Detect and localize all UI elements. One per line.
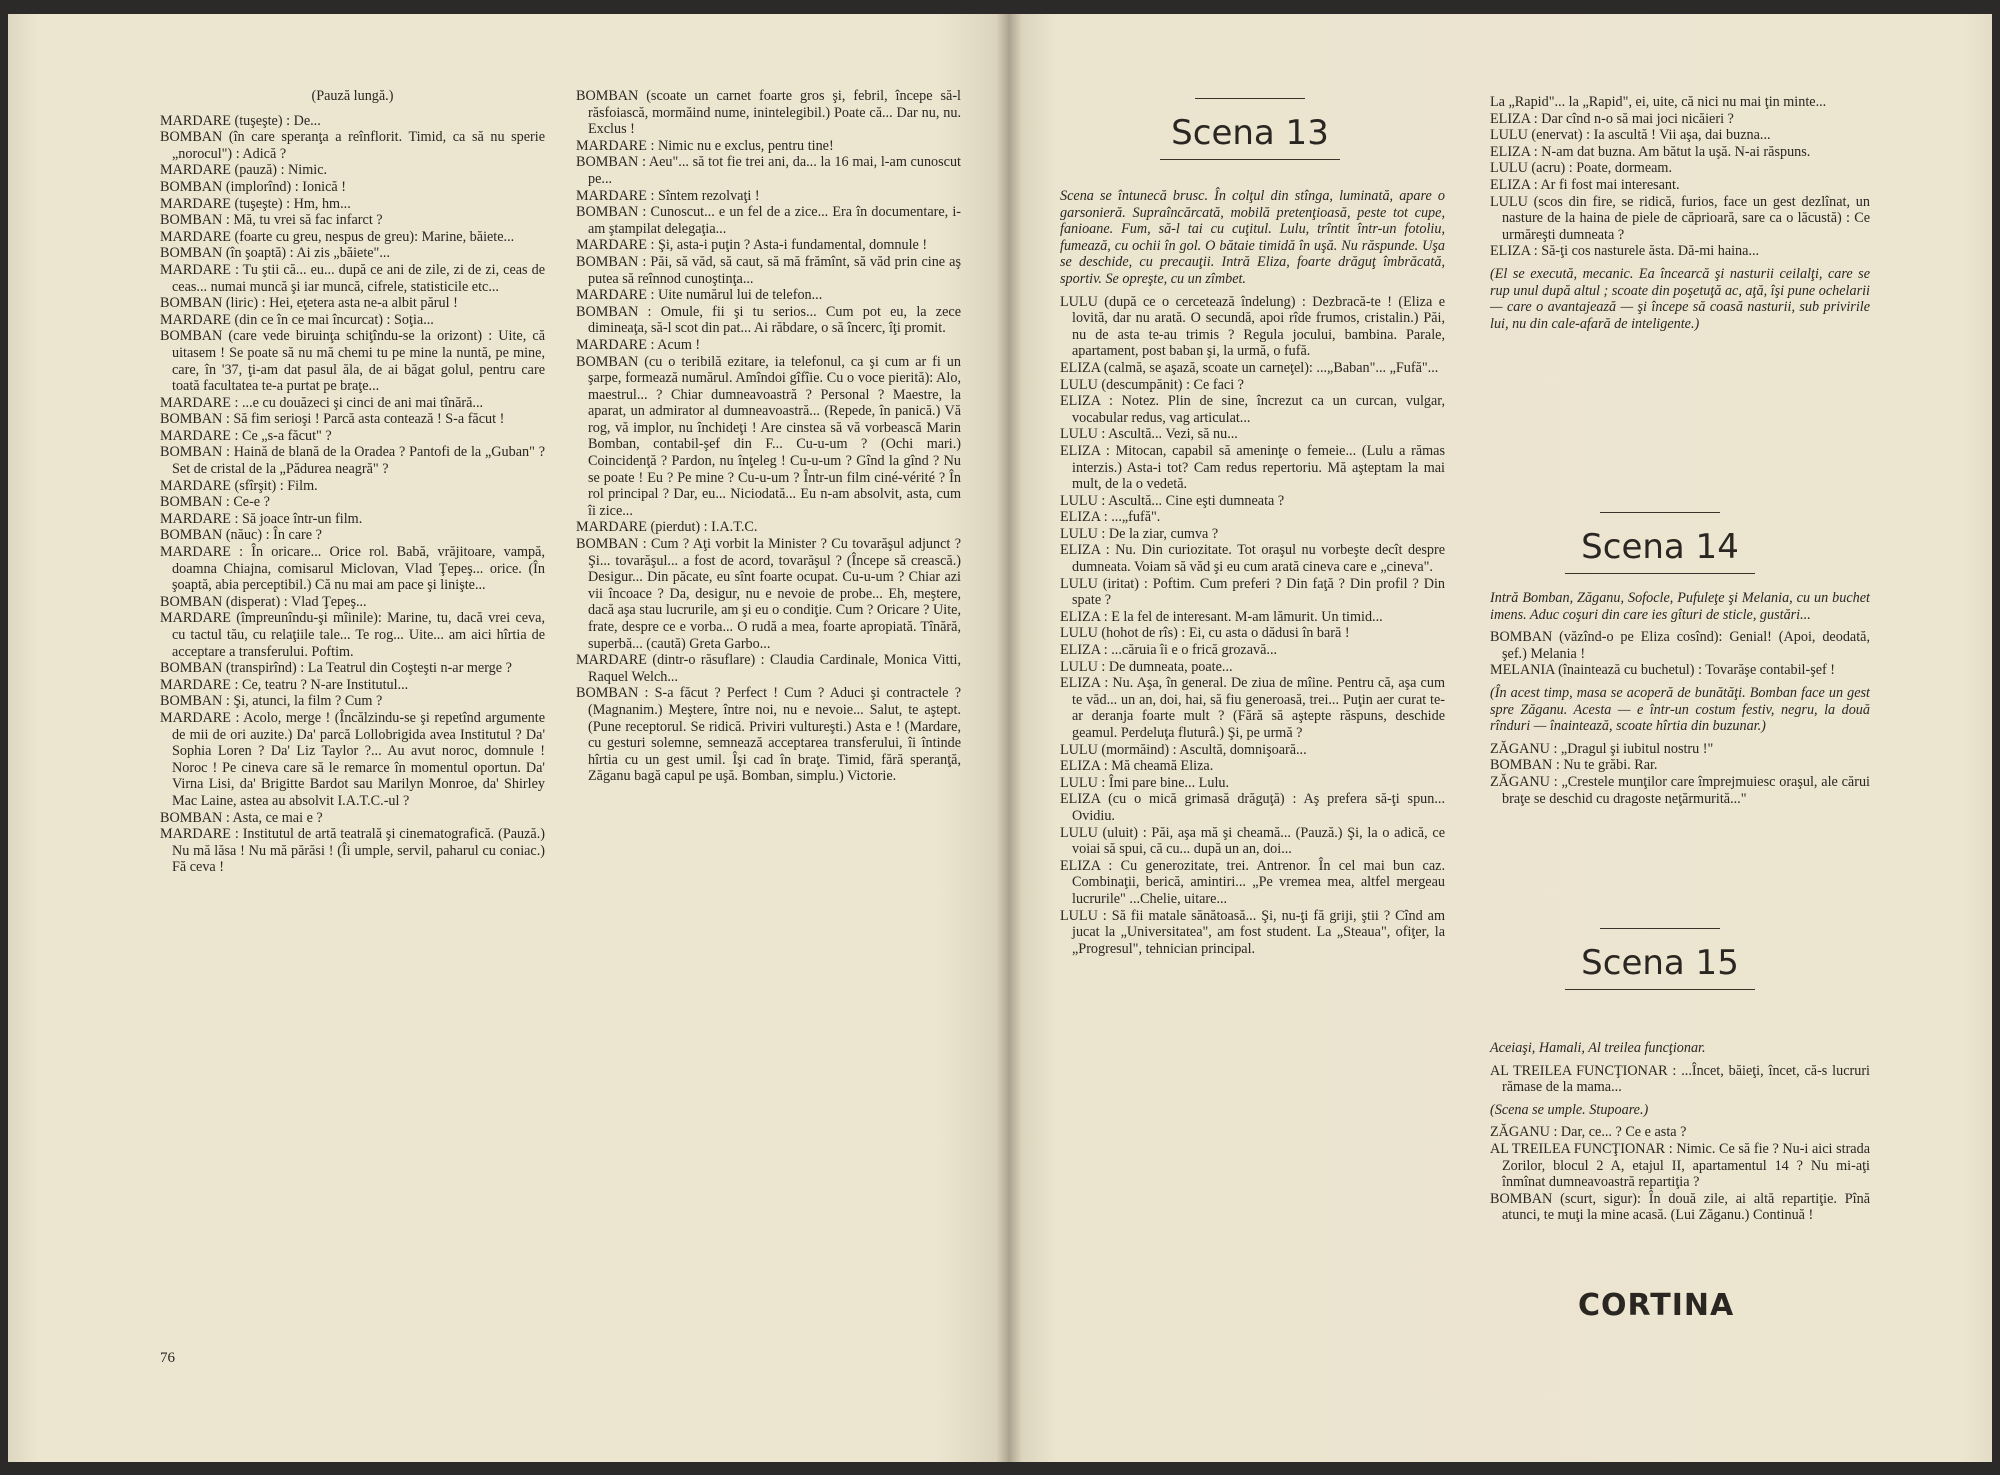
dialogue-line: BOMBAN : Cum ? Aţi vorbit la Minister ? Cu tovarăşul adjunct ? Şi... tovarăşul... a fost de acord, tovarăşul ? (Începe să crească.) Desigur... Din păcate, eu sînt foarte ocupat. Cu-u-um ? Chiar azi vii încoace ? Da, desigur, nu e nevoie de probe... Eh, meştere, dacă aşa stau lucrurile, am şi eu o condiţie. Cum ? Oricare ? Uite, frate, despre ce e vorba... O rudă a mea, foarte apropiată. Tînără, superbă... (caută) Greta Garbo... — [576, 536, 961, 652]
dialogue-line: BOMBAN (disperat) : Vlad Ţepeş... — [160, 593, 367, 610]
scene-14-direction: Intră Bomban, Zăganu, Sofocle, Pufuleţe şi Melania, cu un buchet imens. Aduc coşuri din care ies gîturi de sticle, gustări... — [1490, 590, 1870, 623]
dialogue-line: BOMBAN : Asta, ce mai e ? — [160, 809, 323, 826]
dialogue-line: LULU : Să fii matale sănătoasă... Şi, nu-ţi fă griji, ştii ? Cînd am jucat la „Universitatea", am fost student. La „Steaua", ofiţer, la „Progresul", tehnician principal. — [1060, 907, 1445, 957]
dialogue-line: ELIZA : Mitocan, capabil să ameninţe o femeie... (Lulu a rămas interzis.) Asta-i tot? Cam redus repertoriu. Mă aşteptam la mai mult, de la o vedetă. — [1060, 442, 1445, 493]
dialogue-line: LULU : Îmi pare bine... Lulu. — [1060, 774, 1230, 791]
dialogue-line: LULU (hohot de rîs) : Ei, cu asta o dădusi în bară ! — [1060, 625, 1350, 642]
dialogue-line: BOMBAN : Nu te grăbi. Rar. — [1490, 757, 1658, 774]
dialogue-line: LULU (uluit) : Păi, aşa mă şi cheamă... (Pauză.) Şi, la o adică, ce voiai să spui, că cu... după un an, doi... — [1060, 824, 1445, 858]
dialogue-line: ELIZA : Dar cînd n-o să mai joci nicăieri ? — [1490, 110, 1734, 127]
dialogue-line: MARDARE (pauză) : Nimic. — [160, 162, 328, 179]
dialogue-line: LULU : De dumneata, poate... — [1060, 658, 1233, 675]
dialogue-line: LULU : De la ziar, cumva ? — [1060, 525, 1219, 542]
dialogue-line: BOMBAN (scoate un carnet foarte gros şi, febril, începe să-l răsfoiască, mormăind nume, inintelegibil.) Poate că... Dar nu, nu. Exclus ! — [576, 88, 961, 138]
scene-14-top-rule — [1600, 512, 1720, 513]
dialogue-line: BOMBAN (în şoaptă) : Ai zis „băiete"... — [160, 245, 390, 262]
dialogue-line: BOMBAN (în care speranţa a reînflorit. Timid, ca să nu sperie „norocul") : Adică ? — [160, 129, 545, 162]
dialogue-line: MARDARE : Institutul de artă teatrală şi cinematografică. (Pauză.) Nu mă lăsa ! Nu mă părăsi ! (Îi umple, servil, paharul cu coniac.) Fă ceva ! — [160, 826, 545, 876]
dialogue-line: ELIZA : N-am dat buzna. Am bătut la uşă. N-ai răspuns. — [1490, 143, 1811, 160]
dialogue-line: BOMBAN (implorînd) : Ionică ! — [160, 178, 346, 195]
dialogue-line: MARDARE (împreunîndu-şi mîinile): Marine, tu, dacă vrei ceva, cu tactul tău, cu relaţiile tale... Te rog... Uite... am aici hîrtia de acceptare a transferului. Poftim. — [160, 610, 545, 660]
scene-14-title: Scena 14 — [1581, 527, 1739, 567]
dialogue-line: LULU (după ce o cercetează îndelung) : Dezbracă-te ! (Eliza e lovită, dar nu arată. O secundă, apoi rîde frumos, cristalin.) Păi, nu de asta te-au trimis ? Regula jocului, bambina. Parale, apartament, post baban şi, la urmă, o fufă. — [1060, 293, 1445, 360]
scene-15-title: Scena 15 — [1581, 943, 1739, 983]
scene-13-bottom-rule — [1160, 159, 1340, 160]
dialogue-line: MARDARE (dintr-o răsuflare) : Claudia Cardinale, Monica Vitti, Raquel Welch... — [576, 652, 961, 685]
left-page-column-1 — [160, 88, 545, 876]
dialogue-line: ELIZA : Să-ţi cos nasturele ăsta. Dă-mi haina... — [1490, 243, 1760, 260]
dialogue-line: MARDARE : Şi, asta-i puţin ? Asta-i fundamental, domnule ! — [576, 237, 928, 254]
dialogue-line: LULU (scos din fire, se ridică, furios, face un gest dezlînat, un nasture de la haina de piele de căprioară, sare ca o lăcustă) : Ce urmăreşti dumneata ? — [1490, 193, 1870, 243]
dialogue-line: ELIZA : Ar fi fost mai interesant. — [1490, 176, 1680, 193]
scene-15-text — [1490, 1040, 1870, 1224]
stage-direction: (În acest timp, masa se acoperă de bunătăţi. Bomban face un gest spre Zăganu. Acesta — e într-un costum festiv, negru, la două rînduri — înaintează, scoate hîrtia din buzunar.) — [1490, 684, 1870, 735]
scene-15-dialogue — [1490, 1063, 1870, 1224]
stage-direction: (El se execută, mecanic. Ea încearcă şi nasturii ceilalţi, care se rup unul după altul ; scoate din poşetuţă ac, aţă, îşi pune ochelarii — care o avantajează — şi începe să coasă nasturii, sub privirile lui, nu din cale-afară de inteligente.) — [1490, 265, 1870, 332]
dialogue-line: BOMBAN : Mă, tu vrei să fac infarct ? — [160, 212, 383, 229]
dialogue-line: LULU (descumpănit) : Ce faci ? — [1060, 376, 1244, 393]
dialogue-line: MARDARE : Tu ştii că... eu... după ce ani de zile, zi de zi, ceas de ceas... numai muncă şi iar muncă, cifrele, statisticile etc... — [160, 261, 545, 295]
dialogue-line: MARDARE (sfîrşit) : Film. — [160, 477, 318, 494]
dialogue-line: MARDARE (din ce în ce mai încurcat) : Soţia... — [160, 311, 434, 328]
dialogue-line: BOMBAN : Şi, atunci, la film ? Cum ? — [160, 693, 383, 710]
dialogue-line: ELIZA : Nu. Aşa, în general. De ziua de mîine. Pentru că, aşa cum te văd... un an, doi, hai, să fiu generoasă, trei... Puţin aer curat te-ar deranja foarte mult ? (Fără să aştepte răspuns, deschide geamul. Perdeluţa fluturâ.) Şi, pe urmă ? — [1060, 675, 1445, 741]
stage-direction: (Scena se umple. Stupoare.) — [1490, 1101, 1649, 1118]
dialogue-line: LULU : Ascultă... Vezi, să nu... — [1060, 426, 1238, 443]
dialogue-line: BOMBAN : Păi, să văd, să caut, să mă frămînt, să văd prin cine aş putea să reînnod cunoştinţa... — [576, 253, 961, 287]
dialogue-line: MARDARE : Ce „s-a făcut" ? — [160, 427, 332, 444]
dialogue-line: ZĂGANU : „Dragul şi iubitul nostru !" — [1490, 740, 1714, 757]
dialogue-line: MARDARE : Nimic nu e exclus, pentru tine! — [576, 137, 834, 154]
dialogue-line: MARDARE : Uite numărul lui de telefon... — [576, 287, 823, 304]
dialogue-line: MARDARE (foarte cu greu, nespus de greu): Marine, băiete... — [160, 228, 515, 245]
scene-13-direction: Scena se întunecă brusc. În colţul din stînga, luminată, apare o garsonieră. Supraîncărcată, mobilă pretenţioasă, peste tot cupe, fanioane. Fum, să-l tai cu cuţitul. Lulu, trîntit într-un fotoliu, fumează, cu ochii în gol. O bătaie timidă în uşă. Nu răspunde. Uşa se deschide, cu precauţii. Intră Eliza, foarte drăguţ îmbrăcată, sportiv. Se opreşte, cu un zîmbet. — [1060, 188, 1445, 287]
page-number: 76 — [160, 1350, 175, 1366]
dialogue-line: ELIZA : Nu. Din curiozitate. Tot oraşul nu vorbeşte decît despre dumneata. Voiam să văd şi eu cum arată cineva care e „cineva". — [1060, 542, 1445, 576]
dialogue-line: LULU (enervat) : Ia ascultă ! Vii aşa, dai buzna... — [1490, 127, 1771, 144]
dialogue-line: ZĂGANU : Dar, ce... ? Ce e asta ? — [1490, 1124, 1687, 1141]
dialogue-line: ELIZA : Mă cheamă Eliza. — [1060, 758, 1214, 775]
dialogue-line: AL TREILEA FUNCŢIONAR : Nimic. Ce să fie ? Nu-i aici strada Zorilor, blocul 2 A, etajul II, apartamentul 14 ? Nu mi-aţi înmînat dumneavoastră repartiţia ? — [1490, 1140, 1870, 1191]
dialogue-line: ELIZA (calmă, se aşază, scoate un carneţel): ...„Baban"... „Fufă"... — [1060, 359, 1439, 376]
dialogue-line: BOMBAN : Ce-e ? — [160, 494, 270, 511]
dialogue-line: LULU (mormăind) : Ascultă, domnişoară... — [1060, 741, 1307, 758]
dialogue-line: BOMBAN (scurt, sigur): În două zile, ai altă repartiţie. Pînă atunci, te muţi la mine acasă. (Lui Zăganu.) Continuă ! — [1490, 1190, 1870, 1224]
dialogue-line: MARDARE (tuşeşte) : De... — [160, 112, 321, 129]
dialogue-line: ELIZA : Cu generozitate, trei. Antrenor. În cel mai bun caz. Combinaţii, berică, amintiri... „Pe vremea mea, altfel mergeau lucrurile" ...Chelie, uitare... — [1060, 857, 1445, 907]
scene-13-heading — [1160, 98, 1340, 160]
dialogue-line: La „Rapid"... la „Rapid", ei, uite, că nici nu mai ţin minte... — [1490, 94, 1827, 110]
dialogue-line: BOMBAN : Omule, fii şi tu serios... Cum pot eu, la zece dimineaţa, să-l scot din pat... Ai răbdare, o să încerc, îţi promit. — [576, 303, 961, 337]
scene-15-direction: Aceiaşi, Hamali, Al treilea funcţionar. — [1490, 1040, 1706, 1056]
stage-direction: (Pauză lungă.) — [311, 88, 394, 104]
dialogue-line: ELIZA : E la fel de interesant. M-am lămurit. Un timid... — [1060, 608, 1383, 625]
dialogue-line: BOMBAN : Aeu"... să tot fie trei ani, da... la 16 mai, l-am cunoscut pe... — [576, 154, 961, 187]
dialogue-line: LULU (acru) : Poate, dormeam. — [1490, 160, 1673, 177]
dialogue-line: MARDARE : Acolo, merge ! (Încălzindu-se şi repetînd argumente de mii de ori auzite.) Da' parcă Lollobrigida avea Institutul ? Da' Sophia Loren ? Da' Liz Taylor ?... Au avut noroc, domnule ! Noroc ! Pe cineva care să le remarce în momentul oportun. Da' Virna Lisi, da' Brigitte Bardot sau Marilyn Monroe, da' Shirley Mac Laine, astea au absolvit I.A.T.C.-ul ? — [160, 709, 545, 809]
scene-13-top-rule — [1195, 98, 1305, 99]
dialogue-line: LULU (iritat) : Poftim. Cum preferi ? Din faţă ? Din profil ? Din spate ? — [1060, 575, 1445, 609]
scene-14-text — [1490, 590, 1870, 807]
dialogue-line: MARDARE : Acum ! — [576, 336, 701, 353]
dialogue-line: ZĂGANU : „Crestele munţilor care împrejmuiesc oraşul, ale cărui braţe se deschid cu dragoste neţărmurită..." — [1490, 773, 1870, 807]
dialogue-line: MARDARE : Să joace într-un film. — [160, 510, 363, 527]
dialogue-line: AL TREILEA FUNCŢIONAR : ...Încet, băieţi, încet, că-s lucruri rămase de la mama... — [1490, 1062, 1870, 1096]
dialogue-line: LULU : Ascultă... Cine eşti dumneata ? — [1060, 492, 1285, 509]
dialogue-line: MARDARE (pierdut) : I.A.T.C. — [576, 519, 758, 536]
curtain-ending: CORTINA — [1578, 1288, 1735, 1323]
dialogue-line: BOMBAN (transpirînd) : La Teatrul din Coşteşti n-ar merge ? — [160, 660, 512, 677]
dialogue-line: MARDARE : Sîntem rezolvaţi ! — [576, 187, 760, 204]
dialogue-line: BOMBAN : S-a făcut ? Perfect ! Cum ? Aduci şi contractele ? (Magnanim.) Meştere, între noi, nu e nevoie... Salut, te aştept. (Pune receptorul. Se ridică. Priviri vultureşti.) Asta e ! (Mardare, cu gesturi solemne, semnează acceptarea transferului, îi întinde hîrtia cu un gest umil. Îşi cad în braţe. Timid, fără speranţă, Zăganu bagă capul pe uşă. Bomban, simplu.) Victorie. — [576, 685, 961, 785]
dialogue-line: ELIZA : Notez. Plin de sine, încrezut ca un curcan, vulgar, vocabular redus, vag articulat... — [1060, 393, 1445, 426]
scene-13-dialogue-continued — [1490, 94, 1870, 332]
dialogue-line: BOMBAN : Haină de blană de la Oradea ? Pantofi de la „Guban" ? Set de cristal de la „Pădurea neagră" ? — [160, 444, 545, 478]
dialogue-line: ELIZA : ...„fufă". — [1060, 509, 1161, 526]
right-page-column-2 — [1490, 94, 1870, 338]
scene-14-dialogue — [1490, 629, 1870, 807]
dialogue-line: MARDARE (tuşeşte) : Hm, hm... — [160, 195, 351, 212]
left-page-column-2 — [576, 88, 961, 785]
dialogue-line: BOMBAN (liric) : Hei, eţetera asta ne-a albit părul ! — [160, 295, 458, 312]
dialogue-line: MELANIA (înaintează cu buchetul) : Tovarăşe contabil-şef ! — [1490, 662, 1836, 679]
dialogue-line: BOMBAN : Să fim serioşi ! Parcă asta contează ! S-a făcut ! — [160, 411, 505, 428]
scene-15-heading — [1565, 928, 1755, 990]
scene-14-bottom-rule — [1565, 573, 1755, 574]
dialogue-line: ELIZA : ...căruia îi e o frică grozavă... — [1060, 642, 1278, 659]
dialogue-line: BOMBAN (cu o teribilă ezitare, ia telefonul, ca şi cum ar fi un şarpe, formează numărul. Amîndoi gîfîie. Cu o voce pierită): Alo, maestrul... ? Chiar dumneavoastră ? Personal ? Maestre, la aparat, un admirator al dumneavoastră... (Repede, în panică.) Vă rog, vă implor, nu închideţi ! Are cinstea să vă vorbească Marin Bomban, contabil-şef din F... Cu-u-um ? (Ochi mari.) Coincidenţă ? Pardon, nu înţeleg ! Cu-u-um ? Gînd la gînd ? Nu se poate ! Eu ? Pe mine ? Cu-u-um ? Într-un film ciné-vérité ? În rol principal ? Dar, eu... Niciodată... Eu n-am absolvit, asta, cum îi zice... — [576, 353, 961, 519]
scene-13-title: Scena 13 — [1171, 113, 1329, 153]
dialogue-line: BOMBAN : Cunoscut... e un fel de a zice... Era în documentare, i-am ştampilat delegaţia... — [576, 204, 961, 237]
dialogue-line: MARDARE : În oricare... Orice rol. Babă, vrăjitoare, vampă, doamna Chiajna, comisarul Miclovan, Vlad Ţepeş... orice. (În şoaptă, abia perceptibil.) Că nu mai am pace şi linişte... — [160, 544, 545, 594]
dialogue-line: MARDARE : Ce, teatru ? N-are Institutul... — [160, 676, 409, 693]
dialogue-line: ELIZA (cu o mică grimasă drăguţă) : Aş prefera să-ţi spun... Ovidiu. — [1060, 791, 1445, 824]
scene-14-heading — [1565, 512, 1755, 574]
scene-13-dialogue — [1060, 294, 1445, 958]
dialogue-line: BOMBAN (năuc) : În care ? — [160, 527, 322, 544]
right-page-column-1 — [1060, 188, 1445, 957]
scene-15-top-rule — [1600, 928, 1720, 929]
dialogue-line: BOMBAN (văzînd-o pe Eliza cosînd): Genial! (Apoi, deodată, şef.) Melania ! — [1490, 629, 1870, 662]
dialogue-line: BOMBAN (care vede biruinţa schiţîndu-se la orizont) : Uite, că uitasem ! Se poate să nu mă chemi tu pe mine la nuntă, pe mine, care, în '37, ţi-am dat pasul ăla, de ai băgat golul, pentru care toată facultatea te-a purtat pe braţe... — [160, 328, 545, 395]
dialogue-line: MARDARE : ...e cu douăzeci şi cinci de ani mai tînără... — [160, 394, 484, 411]
scene-15-bottom-rule — [1565, 989, 1755, 990]
